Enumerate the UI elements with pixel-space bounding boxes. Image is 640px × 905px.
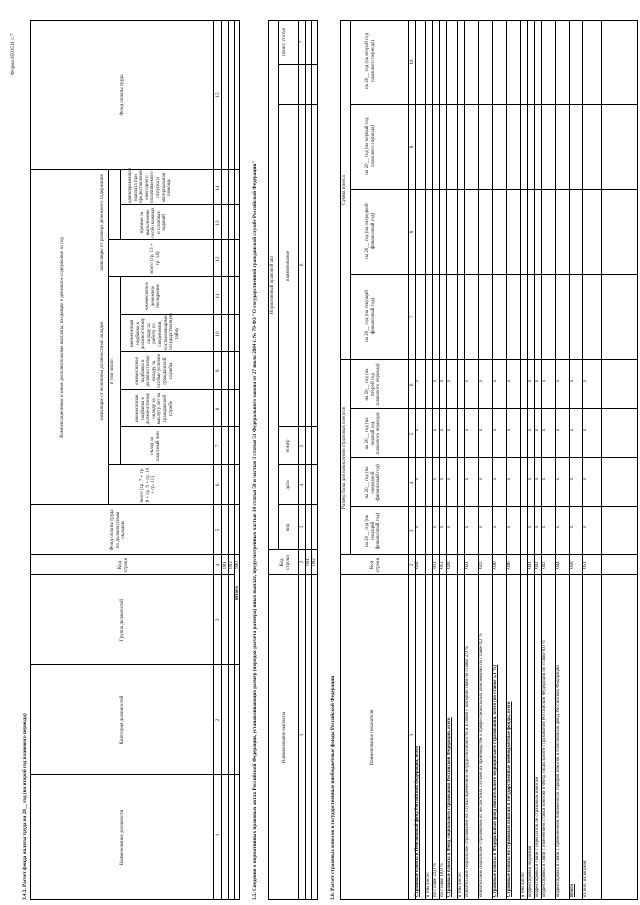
row-code: 051 xyxy=(583,561,588,569)
cross-mark: x xyxy=(493,477,498,481)
table-row xyxy=(493,20,507,900)
s36-base-y1: на 20__ год (на текущий финансовый год) xyxy=(365,512,382,550)
s36-hdr-code: Код строки xyxy=(370,557,381,573)
hdr-salary-fund: Фонд оплаты труда по должностным окладам xyxy=(110,509,127,551)
num-9: 9 xyxy=(215,369,221,373)
section-343-title: 3.4.3. Расчет фонда оплаты труда на 20__ год (на второй год планового периода) xyxy=(22,713,28,900)
row-name: Страховые взносы в Федеральный фонд обязательного медицинского страхования, всего (по ставке 5,1 %) xyxy=(493,664,498,897)
cross-mark: x xyxy=(556,428,561,432)
cross-mark: x xyxy=(479,379,484,383)
row-name: из них: налоговая xyxy=(583,860,588,897)
row-name: корректировка в связи с изменением ставки взносов в Фонд социального страхования Российской Федерации по ставке 0,0 % xyxy=(542,640,547,897)
s35-hdr-code: Код строки xyxy=(280,555,291,570)
table-row xyxy=(447,20,458,900)
cross-mark: x xyxy=(479,477,484,481)
hdr-dep-total: всего (гр. 7 + гр. 8 + гр. 9 + гр. 10 + гр. 11) xyxy=(140,467,157,503)
cross-mark: x xyxy=(440,379,445,383)
cross-mark: x xyxy=(507,525,512,529)
num-11: 11 xyxy=(215,293,221,299)
table-row xyxy=(570,20,583,900)
row-code: 042 xyxy=(535,561,540,569)
num-5: 5 xyxy=(215,528,221,532)
num-7: 7 xyxy=(215,444,221,448)
cross-mark: x xyxy=(535,525,540,529)
cross-mark: x xyxy=(465,477,470,481)
cross-mark: x xyxy=(447,525,452,529)
row-code: 022 xyxy=(479,561,484,569)
row-code: 050 xyxy=(570,561,575,569)
cross-mark: x xyxy=(493,379,498,383)
total-code-343: 900 xyxy=(234,561,240,569)
num-4: 4 xyxy=(215,563,221,567)
row-name: по ставке 22,0 % xyxy=(433,863,438,897)
num-6: 6 xyxy=(215,483,221,487)
table-row xyxy=(465,20,479,900)
s36-num-6: 6 xyxy=(409,383,415,387)
hdr-group: Группа должностей xyxy=(120,599,125,641)
s35-hdr-date: дата xyxy=(286,480,291,490)
cross-mark: x xyxy=(447,477,452,481)
num-12: 12 xyxy=(215,256,221,262)
cross-mark: x xyxy=(535,428,540,432)
row-code: 040 xyxy=(507,561,512,569)
s36-rows xyxy=(415,20,638,900)
cross-mark: x xyxy=(535,477,540,481)
row-name: в том числе: xyxy=(458,871,463,897)
cross-mark: x xyxy=(433,379,438,383)
s36-num-8: 8 xyxy=(409,230,415,234)
cross-mark: x xyxy=(507,379,512,383)
row-name: Страховые взносы по страховым взносам в государственные внебюджетные фонды, всего xyxy=(507,701,512,897)
s36-num-4: 4 xyxy=(409,481,415,485)
num-3: 3 xyxy=(215,618,221,622)
s36-sum-y3: на 20__ год (на первый год планового периода) xyxy=(365,117,376,175)
s36-num-1: 1 xyxy=(409,733,415,737)
hdr-c10: ежемесячная надбавка к должностному окладу за работу со сведениями, составляющими государственную тайну xyxy=(130,313,180,350)
cross-mark: x xyxy=(542,477,547,481)
row-code: 021 xyxy=(465,561,470,569)
cross-mark: x xyxy=(465,428,470,432)
cross-mark: x xyxy=(507,428,512,432)
table-row xyxy=(458,20,465,900)
cross-mark: x xyxy=(433,428,438,432)
cross-mark: x xyxy=(415,525,420,529)
s36-sum-y1: на 20__ год (на текущий финансовый год) xyxy=(365,290,376,342)
cross-mark: x xyxy=(528,428,533,432)
hdr-c13: премии за выполнение особо важных и сложных заданий xyxy=(140,207,168,238)
row-code: 011 xyxy=(433,561,438,569)
cross-mark: x xyxy=(556,379,561,383)
row-name: корректировка в связи с применением пониженных тарифов взносов в Пенсионный фонд Российской Федерации xyxy=(556,665,561,897)
cross-mark: x xyxy=(440,428,445,432)
hdr-indep-total: всего (гр. 13 + гр. 14) xyxy=(150,243,161,274)
row-code: 041 xyxy=(528,561,533,569)
num-2: 2 xyxy=(215,718,221,722)
s35-num-6: 6 xyxy=(299,263,305,267)
cross-mark: x xyxy=(465,525,470,529)
num-8: 8 xyxy=(215,407,221,411)
cross-mark: x xyxy=(556,525,561,529)
row-code: 010 xyxy=(415,561,420,569)
row-code: 020 xyxy=(447,561,452,569)
hdr-fund: Фонд оплаты труда xyxy=(120,74,125,116)
cross-mark: x xyxy=(583,428,588,432)
num-1: 1 xyxy=(215,833,221,837)
s35-row-002: 002 xyxy=(311,558,317,566)
form-label: Форма 0503511 с.7 xyxy=(10,33,16,75)
cross-mark: x xyxy=(440,525,445,529)
s36-num-10: 10 xyxy=(409,59,415,65)
s36-base-y4: на 20__ год (на второй год планового периода) xyxy=(365,363,382,406)
s36-sum-y4: на 20__ год (на второй год планового периода) xyxy=(365,33,376,89)
s35-hdr-name: Наименование выплаты xyxy=(282,712,287,763)
s36-hdr-name: Наименование показателя xyxy=(370,709,375,766)
cross-mark: x xyxy=(583,525,588,529)
s36-hdr-base: Размер базы для начисления страховых взносов xyxy=(342,407,347,509)
table-row xyxy=(507,20,521,900)
hdr-dependent: зависящие от величины должностных окладов xyxy=(100,321,105,421)
s35-num-7: 7 xyxy=(299,40,305,44)
row-name: по ставке 10,0 % xyxy=(440,863,445,897)
cross-mark: x xyxy=(493,428,498,432)
row-name: Страховые взносы в Фонд социального страхования Российской Федерации, всего xyxy=(447,717,452,897)
cross-mark: x xyxy=(583,379,588,383)
table-row xyxy=(433,20,440,900)
table-row xyxy=(556,20,570,900)
row-name: обязательное социальное страхование на случай временной нетрудоспособности и в связи с материнством по ставке 2,9 % xyxy=(465,646,470,897)
section-36-title: 3.6. Расчет страховых взносов в государственные внебюджетные фонды Российской Федерации xyxy=(330,675,336,900)
s36-num-3: 3 xyxy=(409,529,415,533)
hdr-code: Код строки xyxy=(118,557,129,573)
row-name: в том числе: xyxy=(426,871,431,897)
hdr-c8: ежемесячная надбавка к должностному окладу за выслугу лет на гражданской службе xyxy=(135,392,174,425)
s35-row-001: 001 xyxy=(305,558,311,566)
hdr-independent: зависящие от размера денежного содержания xyxy=(100,174,105,271)
num-10: 10 xyxy=(215,331,221,337)
s35-num-5: 5 xyxy=(299,444,305,448)
hdr-c9: ежемесячная надбавка к должностному окладу за особые условия гражданской службы xyxy=(135,354,174,388)
num-15: 15 xyxy=(215,92,221,98)
cross-mark: x xyxy=(535,379,540,383)
s35-hdr-title: наименование xyxy=(286,250,291,282)
hdr-c7: оклад за классный чин xyxy=(150,431,161,461)
cross-mark: x xyxy=(465,379,470,383)
s36-num-2: 2 xyxy=(409,563,415,567)
cross-mark: x xyxy=(528,525,533,529)
row-code: 044 xyxy=(556,561,561,569)
row-code: 030 xyxy=(493,561,498,569)
s36-base-y3: на 20__ год (на первый год планового периода) xyxy=(365,412,382,455)
cross-mark: x xyxy=(479,525,484,529)
s36-hdr-sum: Сумма взноса xyxy=(342,175,347,205)
cross-mark: x xyxy=(542,428,547,432)
cross-mark: x xyxy=(542,525,547,529)
hdr-c11: ежемесячное денежное поощрение xyxy=(145,282,162,310)
s35-num-1: 1 xyxy=(299,733,305,737)
table-row xyxy=(415,20,426,900)
cross-mark: x xyxy=(415,428,420,432)
table-row xyxy=(542,20,556,900)
table-row xyxy=(528,20,535,900)
cross-mark: x xyxy=(528,379,533,383)
row-name: корректировки недоимки xyxy=(528,845,533,897)
row-name: Страховые взносы в Пенсионный фонд Российской Федерации, всего xyxy=(415,746,420,897)
cross-mark: x xyxy=(479,428,484,432)
s35-num-2: 2 xyxy=(299,560,305,564)
cross-mark: x xyxy=(507,477,512,481)
table-row xyxy=(479,20,493,900)
row-code-002: 002 xyxy=(228,561,234,569)
s36-sum-y2: на 20__ год (на очередной финансовый год) xyxy=(365,203,376,259)
cross-mark: x xyxy=(447,379,452,383)
section-35-title: 3.5. Сведения о нормативных правовых актах Российской Федерации, устанавливающих размер (порядок расчета размера) иных выплат, предусмотренных частью 10 статьи 50 и частью 3 статьи 51 Федерального закона от 27 июля 2004 г. № 79-ФЗ "О государственной гражданской службе Российской Федерации" xyxy=(252,160,258,900)
cross-mark: x xyxy=(570,379,575,383)
row-code: 043 xyxy=(542,561,547,569)
table-row xyxy=(440,20,447,900)
s36-num-7: 7 xyxy=(409,315,415,319)
table-row xyxy=(426,20,433,900)
cross-mark: x xyxy=(556,477,561,481)
s35-hdr-article: пункт, статья xyxy=(282,28,287,56)
s35-num-4: 4 xyxy=(299,483,305,487)
cross-mark: x xyxy=(433,525,438,529)
hdr-comp-total: Компенсационные и иные дополнительные выплаты, входящие в денежное содержание за год xyxy=(60,237,65,438)
cross-mark: x xyxy=(542,379,547,383)
hdr-category: Категория должностей xyxy=(120,695,125,745)
s35-hdr-act: Нормативный правовой акт xyxy=(270,255,275,315)
table-row xyxy=(583,20,602,900)
s35-num-3: 3 xyxy=(299,525,305,529)
s35-hdr-number: номер xyxy=(286,439,291,453)
num-14: 14 xyxy=(215,185,221,191)
cross-mark: x xyxy=(528,477,533,481)
total-label-343: Итого xyxy=(234,586,240,600)
hdr-c14: единовременная выплата при предоставлении ежегодного оплачиваемого отпуска и материальная помощь xyxy=(128,168,173,203)
row-code-001: 001 xyxy=(222,561,228,569)
cross-mark: x xyxy=(415,477,420,481)
table-row xyxy=(535,20,542,900)
s35-hdr-type: вид xyxy=(286,523,291,532)
cross-mark: x xyxy=(447,428,452,432)
row-name: обязательное социальное страхование от несчастных случаев на производстве и профессиональных заболеваний по ставке 0,2 % xyxy=(479,633,484,897)
cross-mark: x xyxy=(570,525,575,529)
cross-mark: x xyxy=(570,477,575,481)
row-name: Итого xyxy=(570,884,575,897)
num-13: 13 xyxy=(215,220,221,226)
s36-num-5: 5 xyxy=(409,432,415,436)
cross-mark: x xyxy=(570,428,575,432)
row-code: 012 xyxy=(440,561,445,569)
cross-mark: x xyxy=(583,477,588,481)
row-name: в том числе: xyxy=(521,871,526,897)
s36-num-9: 9 xyxy=(409,145,415,149)
cross-mark: x xyxy=(440,477,445,481)
hdr-position-name: Наименование должности xyxy=(120,809,125,866)
s36-base-y2: на 20__ год (на очередной финансовый год) xyxy=(365,464,382,501)
table-row xyxy=(521,20,528,900)
hdr-incl: в том числе: xyxy=(110,357,115,385)
cross-mark: x xyxy=(433,477,438,481)
cross-mark: x xyxy=(493,525,498,529)
cross-mark: x xyxy=(415,379,420,383)
row-name: корректировка в связи с переплатой по страховым взносам xyxy=(535,776,540,897)
